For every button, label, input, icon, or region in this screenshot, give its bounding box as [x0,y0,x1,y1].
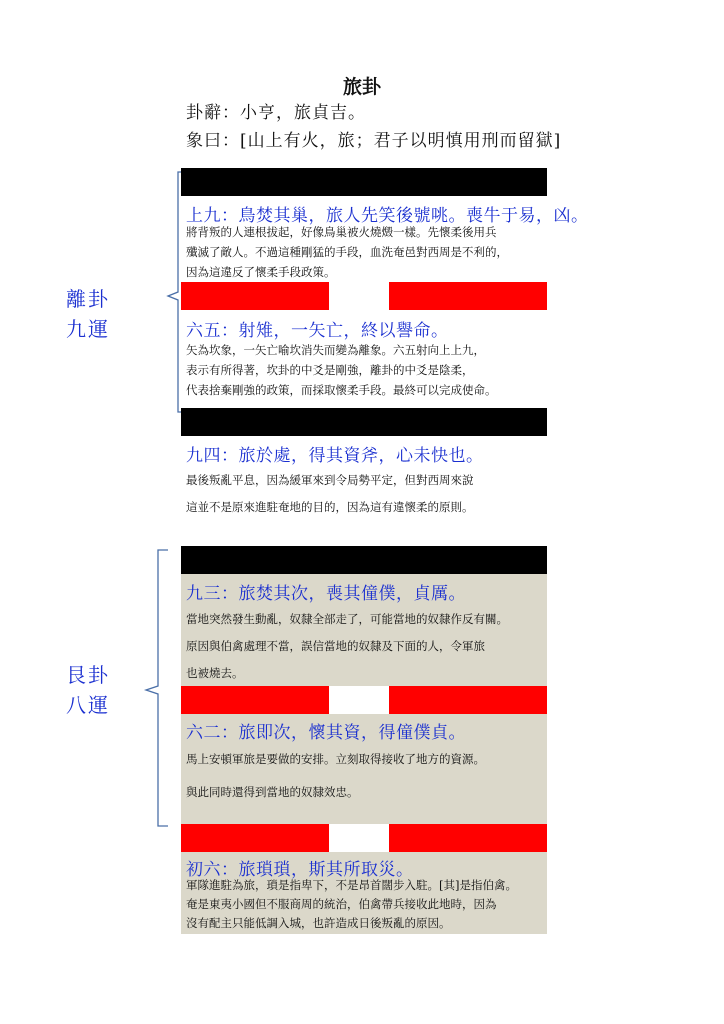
lower-gua-name: 艮卦 [66,663,110,687]
yang-line-bar [181,168,547,196]
line-title-jiu3: 九三：旅焚其次，喪其僮僕，貞厲。 [186,584,466,604]
para-line: 原因與伯禽處理不當，誤信當地的奴隸及下面的人，令軍旅 [186,639,485,653]
line-title-liu5: 六五：射雉，一矢亡，終以譽命。 [186,321,449,341]
line-desc-liu5 [186,340,497,400]
para-line: 這並不是原來進駐奄地的目的，因為這有違懷柔的原則。 [186,500,474,514]
para-line: 也被燒去。 [186,666,244,680]
yang-line-bar [181,408,547,436]
line-title-chu6: 初六：旅瑣瑣，斯其所取災。 [186,860,414,880]
para-line: 矢為坎象，一矢亡喻坎消失而變為離象。六五射向上上九， [186,343,485,357]
para-line: 表示有所得著，坎卦的中爻是剛強，離卦的中爻是陰柔， [186,363,474,377]
line-title-shang9: 上九：鳥焚其巢，旅人先笑後號咷。喪牛于易，凶。 [186,206,589,226]
line-title-jiu4: 九四：旅於處，得其資斧，心未快也。 [186,446,484,466]
line-desc-chu6 [186,876,517,933]
gua-ci: 卦辭：小亨，旅貞吉。 [186,103,366,123]
para-line: 當地突然發生動亂，奴隸全部走了，可能當地的奴隸作反有關。 [186,612,508,626]
para-line: 馬上安頓軍旅是要做的安排。立刻取得接收了地方的資源。 [186,752,485,766]
para-line: 將背叛的人連根拔起，好像鳥巢被火燒燬一樣。先懷柔後用兵 [186,225,497,239]
yin-line-bar-right [389,686,547,714]
yin-line-bar-left [181,282,329,310]
para-line: 殲滅了敵人。不過這種剛猛的手段，血洗奄邑對西周是不利的， [186,245,508,259]
lower-gua-label [66,660,110,720]
page-title: 旅卦 [342,76,381,98]
lower-gua-yun: 八運 [66,693,110,717]
yin-line-bar-right [389,282,547,310]
para-line: 沒有配主只能低調入城，也許造成日後叛亂的原因。 [186,916,451,930]
para-line: 代表捨棄剛強的政策，而採取懷柔手段。最終可以完成使命。 [186,383,497,397]
line-desc-jiu3 [186,606,508,687]
line-desc-jiu4 [186,467,474,521]
upper-gua-name: 離卦 [66,287,110,311]
lower-brace [146,550,168,826]
para-line: 軍隊進駐為旅，瑣是指卑下，不是昂首闊步入駐。[其]是指伯禽。 [186,878,517,892]
para-line: 奄是東夷小國但不服商周的統治，伯禽帶兵接收此地時，因為 [186,897,497,911]
yang-line-bar [181,546,547,574]
yin-line-bar-left [181,686,329,714]
upper-gua-label [66,284,110,344]
para-line: 與此同時還得到當地的奴隸效忠。 [186,785,359,799]
upper-gua-yun: 九運 [66,317,110,341]
line-title-liu2: 六二：旅即次，懷其資，得僮僕貞。 [186,723,466,743]
para-line: 最後叛亂平息，因為緩軍來到令局勢平定，但對西周來說 [186,473,474,487]
yin-line-bar-right [389,824,547,852]
line-desc-liu2 [186,743,485,809]
yin-line-gap [329,686,389,714]
xiang-ci: 象曰：[山上有火，旅；君子以明慎用刑而留獄] [186,131,562,151]
yin-line-gap [329,824,389,852]
line-desc-shang9 [186,222,508,282]
para-line: 因為這違反了懷柔手段政策。 [186,265,336,279]
yin-line-bar-left [181,824,329,852]
